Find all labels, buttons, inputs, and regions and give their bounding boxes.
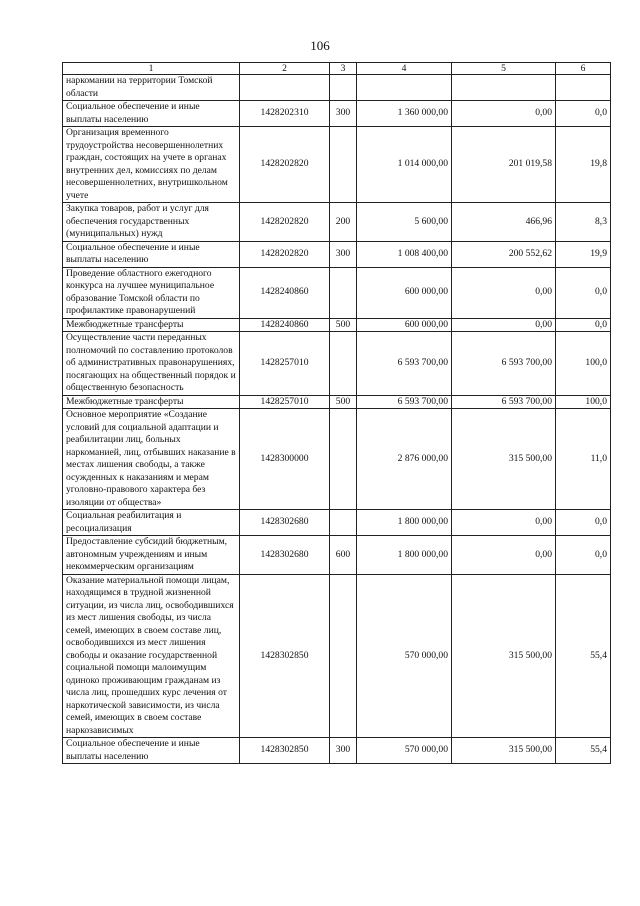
row-fact-cell: 6 593 700,00: [452, 395, 556, 409]
column-header: 1: [63, 63, 240, 75]
row-plan-cell: 1 800 000,00: [357, 536, 452, 575]
row-percent-cell: 55,4: [556, 738, 611, 764]
row-fact-cell: 315 500,00: [452, 738, 556, 764]
row-code-cell: 1428302680: [240, 510, 330, 536]
column-header: 2: [240, 63, 330, 75]
column-header: 5: [452, 63, 556, 75]
table-row: [63, 241, 611, 267]
row-name-cell: Закупка товаров, работ и услуг для обеспечения государственных (муниципальных) нужд: [63, 203, 240, 242]
table-row: [63, 395, 611, 409]
row-fact-cell: 315 500,00: [452, 574, 556, 738]
table-row: [63, 101, 611, 127]
row-kind-cell: [330, 510, 357, 536]
row-name-cell: Социальное обеспечение и иные выплаты населению: [63, 101, 240, 127]
row-percent-cell: 0,0: [556, 101, 611, 127]
row-plan-cell: [357, 75, 452, 101]
row-plan-cell: 570 000,00: [357, 738, 452, 764]
row-fact-cell: 201 019,58: [452, 127, 556, 203]
row-kind-cell: [330, 574, 357, 738]
row-percent-cell: 19,8: [556, 127, 611, 203]
row-name-cell: наркомании на территории Томской области: [63, 75, 240, 101]
row-fact-cell: 6 593 700,00: [452, 332, 556, 396]
table-header-row: [63, 63, 611, 75]
row-fact-cell: 0,00: [452, 267, 556, 318]
table-row: [63, 536, 611, 575]
table-row: [63, 510, 611, 536]
row-fact-cell: [452, 75, 556, 101]
row-name-cell: Социальное обеспечение и иные выплаты населению: [63, 738, 240, 764]
column-header: 3: [330, 63, 357, 75]
row-code-cell: 1428202820: [240, 127, 330, 203]
row-plan-cell: 2 876 000,00: [357, 409, 452, 510]
row-name-cell: Оказание материальной помощи лицам, находящимся в трудной жизненной ситуации, из числа лиц, освободившихся из мест лишения свободы, из числа семей, имеющих в своем составе лиц, освободившихся из мест лишения свободы и оказание государственной социальной помощи малоимущим одиноко проживающим гражданам из числа лиц, прошедших курс лечения от наркотической зависимости, из числа семей, имеющих в своем составе наркозависимых: [63, 574, 240, 738]
table-row: [63, 409, 611, 510]
table-row: [63, 267, 611, 318]
table-row: [63, 127, 611, 203]
row-plan-cell: 6 593 700,00: [357, 332, 452, 396]
table-row: [63, 574, 611, 738]
row-kind-cell: 500: [330, 318, 357, 332]
page-number: 106: [310, 38, 330, 53]
row-kind-cell: 300: [330, 241, 357, 267]
row-code-cell: 1428302850: [240, 574, 330, 738]
row-plan-cell: 1 014 000,00: [357, 127, 452, 203]
row-percent-cell: 11,0: [556, 409, 611, 510]
row-name-cell: Основное мероприятие «Создание условий для социальной адаптации и реабилитации лиц, больных наркоманией, лиц, отбывших наказание в местах лишения свободы, а также осужденных к наказаниям и мерам уголовно-правового характера без изоляции от общества»: [63, 409, 240, 510]
row-code-cell: 1428257010: [240, 395, 330, 409]
budget-table: [62, 62, 611, 764]
row-code-cell: 1428240860: [240, 267, 330, 318]
row-plan-cell: 570 000,00: [357, 574, 452, 738]
row-kind-cell: 300: [330, 738, 357, 764]
table-row: [63, 203, 611, 242]
row-kind-cell: 600: [330, 536, 357, 575]
row-name-cell: Социальная реабилитация и ресоциализация: [63, 510, 240, 536]
row-code-cell: 1428302680: [240, 536, 330, 575]
row-percent-cell: 8,3: [556, 203, 611, 242]
row-code-cell: [240, 75, 330, 101]
row-kind-cell: [330, 409, 357, 510]
row-plan-cell: 1 008 400,00: [357, 241, 452, 267]
row-plan-cell: 1 360 000,00: [357, 101, 452, 127]
table-row: [63, 332, 611, 396]
row-percent-cell: 0,0: [556, 510, 611, 536]
table-row: [63, 738, 611, 764]
row-fact-cell: 200 552,62: [452, 241, 556, 267]
row-percent-cell: 0,0: [556, 536, 611, 575]
column-header: 6: [556, 63, 611, 75]
row-percent-cell: 55,4: [556, 574, 611, 738]
row-percent-cell: 0,0: [556, 318, 611, 332]
row-plan-cell: 600 000,00: [357, 318, 452, 332]
row-fact-cell: 0,00: [452, 318, 556, 332]
row-name-cell: Организация временного трудоустройства несовершеннолетних граждан, состоящих на учете в органах внутренних дел, комиссиях по делам несовершеннолетних, внутришкольном учете: [63, 127, 240, 203]
row-code-cell: 1428257010: [240, 332, 330, 396]
row-kind-cell: 500: [330, 395, 357, 409]
row-kind-cell: [330, 267, 357, 318]
row-plan-cell: 1 800 000,00: [357, 510, 452, 536]
row-code-cell: 1428202820: [240, 203, 330, 242]
row-code-cell: 1428202820: [240, 241, 330, 267]
row-kind-cell: [330, 127, 357, 203]
row-name-cell: Предоставление субсидий бюджетным, автономным учреждениям и иным некоммерческим организациям: [63, 536, 240, 575]
row-percent-cell: 19,9: [556, 241, 611, 267]
row-fact-cell: 0,00: [452, 536, 556, 575]
row-name-cell: Проведение областного ежегодного конкурса на лучшее муниципальное образование Томской области по профилактике правонарушений: [63, 267, 240, 318]
row-fact-cell: 315 500,00: [452, 409, 556, 510]
row-fact-cell: 466,96: [452, 203, 556, 242]
row-name-cell: Межбюджетные трансферты: [63, 318, 240, 332]
row-name-cell: Социальное обеспечение и иные выплаты населению: [63, 241, 240, 267]
row-percent-cell: 100,0: [556, 395, 611, 409]
row-percent-cell: 100,0: [556, 332, 611, 396]
row-kind-cell: [330, 332, 357, 396]
row-fact-cell: 0,00: [452, 101, 556, 127]
row-plan-cell: 600 000,00: [357, 267, 452, 318]
row-kind-cell: 200: [330, 203, 357, 242]
table-row: [63, 318, 611, 332]
row-percent-cell: 0,0: [556, 267, 611, 318]
row-code-cell: 1428302850: [240, 738, 330, 764]
row-name-cell: Межбюджетные трансферты: [63, 395, 240, 409]
row-kind-cell: 300: [330, 101, 357, 127]
row-code-cell: 1428300000: [240, 409, 330, 510]
table-row: [63, 75, 611, 101]
row-percent-cell: [556, 75, 611, 101]
row-code-cell: 1428240860: [240, 318, 330, 332]
column-header: 4: [357, 63, 452, 75]
row-code-cell: 1428202310: [240, 101, 330, 127]
row-name-cell: Осуществление части переданных полномочий по составлению протоколов об административных правонарушениях, посягающих на общественный порядок и общественную безопасность: [63, 332, 240, 396]
row-kind-cell: [330, 75, 357, 101]
row-fact-cell: 0,00: [452, 510, 556, 536]
row-plan-cell: 5 600,00: [357, 203, 452, 242]
row-plan-cell: 6 593 700,00: [357, 395, 452, 409]
